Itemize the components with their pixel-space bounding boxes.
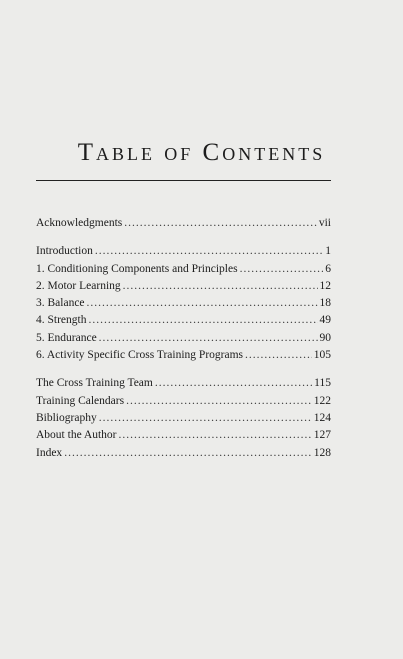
toc-entry-page-number: 115 [314, 377, 331, 390]
page-title: Table of Contents [77, 139, 326, 166]
toc-entry-page-number: vii [318, 217, 331, 229]
dot-leader [126, 393, 312, 410]
title-divider [36, 180, 331, 181]
toc-entry-label: About the Author [36, 429, 117, 442]
table-of-contents [36, 215, 331, 473]
toc-entry-label: Training Calendars [36, 394, 125, 407]
dot-leader [124, 215, 317, 232]
toc-entry-page-number: 105 [313, 349, 331, 362]
dot-leader [245, 347, 312, 364]
toc-entry[interactable] [36, 278, 331, 295]
toc-entry-page-number: 124 [313, 411, 331, 424]
toc-entry[interactable] [36, 330, 331, 347]
toc-entry-label: 6. Activity Specific Cross Training Programs [36, 349, 243, 362]
dot-leader [64, 445, 312, 462]
dot-leader [88, 312, 317, 329]
toc-entry-label: 4. Strength [36, 314, 87, 327]
toc-entry-label: 2. Motor Learning [36, 279, 121, 292]
toc-entry-page-number: 122 [313, 394, 331, 407]
toc-entry[interactable] [36, 215, 331, 232]
toc-entry-label: 1. Conditioning Components and Principles [36, 262, 238, 275]
toc-entry[interactable] [36, 393, 331, 410]
dot-leader [99, 410, 312, 427]
toc-entry-page-number: 127 [313, 429, 331, 442]
toc-group [36, 215, 331, 232]
toc-entry-label: Bibliography [36, 411, 97, 424]
toc-entry[interactable] [36, 261, 331, 278]
toc-entry-page-number: 18 [319, 297, 331, 310]
dot-leader [123, 278, 318, 295]
toc-entry[interactable] [36, 312, 331, 329]
dot-leader [155, 375, 312, 392]
toc-entry-page-number: 90 [319, 331, 331, 344]
toc-entry-page-number: 1 [325, 245, 331, 258]
dot-leader [87, 295, 318, 312]
toc-entry-label: The Cross Training Team [36, 377, 153, 390]
toc-entry[interactable] [36, 445, 331, 462]
dot-leader [240, 261, 324, 278]
toc-entry[interactable] [36, 295, 331, 312]
toc-entry-label: 5. Endurance [36, 331, 97, 344]
toc-entry-label: 3. Balance [36, 297, 85, 310]
toc-entry[interactable] [36, 375, 331, 392]
toc-entry-page-number: 49 [319, 314, 331, 327]
toc-entry-label: Index [36, 446, 63, 459]
toc-entry[interactable] [36, 410, 331, 427]
dot-leader [99, 330, 318, 347]
toc-entry-page-number: 128 [313, 446, 331, 459]
toc-entry[interactable] [36, 427, 331, 444]
toc-entry-label: Acknowledgments [36, 217, 123, 229]
toc-group [36, 243, 331, 364]
toc-entry-page-number: 6 [325, 262, 331, 275]
toc-entry-page-number: 12 [319, 279, 331, 292]
toc-entry[interactable] [36, 347, 331, 364]
toc-entry[interactable] [36, 243, 331, 260]
toc-entry-label: Introduction [36, 245, 93, 258]
dot-leader [119, 427, 312, 444]
toc-group [36, 375, 331, 461]
dot-leader [95, 243, 323, 260]
